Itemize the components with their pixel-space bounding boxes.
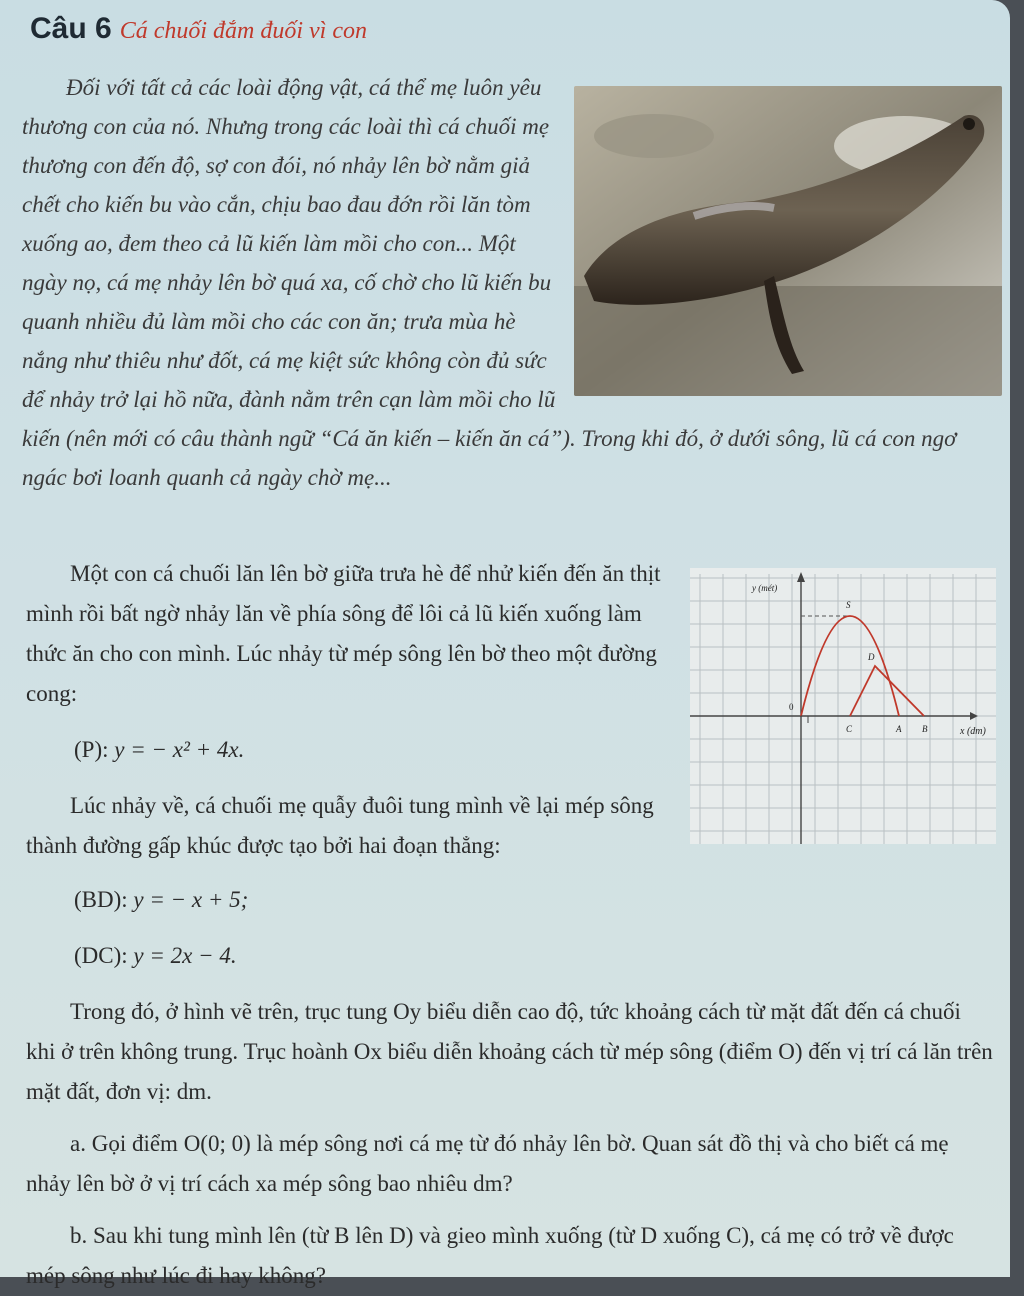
equation-p xyxy=(26,730,686,770)
equation-bd-formula: y = − x + 5; xyxy=(133,887,249,912)
equation-bd xyxy=(26,880,994,920)
story-paragraph: Đối với tất cả các loài động vật, cá thể mẹ luôn yêu thương con của nó. Nhưng trong các loài thì cá chuối mẹ thương con đến độ, sợ con đói, nó nhảy lên bờ nằm giả chết cho kiến bu vào cắn, chịu bao đau đớn rồi lăn tòm xuống ao, đem theo cả lũ kiến làm mồi cho con... Một ngày nọ, cá mẹ nhảy lên bờ quá xa, cố chờ cho lũ kiến bu quanh nhiều đủ làm mồi cho các con ăn; trưa mùa hè nắng như thiêu như đốt, cá mẹ kiệt sức không còn đủ sức để nhảy trở lại hồ nữa, đành nằm trên cạn làm mồi cho lũ kiến (nên mới có câu thành ngữ “Cá ăn kiến – kiến ăn cá”). Trong khi đó, ở dưới sông, lũ cá con ngơ ngác bơi loanh quanh cả ngày chờ mẹ... xyxy=(22,75,957,490)
problem-mid: Lúc nhảy về, cá chuối mẹ quẫy đuôi tung mình về lại mép sông thành đường gấp khúc được tạo bởi hai đoạn thẳng: xyxy=(26,793,654,858)
x-axis-label: x (dm) xyxy=(960,726,986,737)
question-part-b: b. Sau khi tung mình lên (từ B lên D) và gieo mình xuống (từ D xuống C), cá mẹ có trở về được mép sông như lúc đi hay không? xyxy=(26,1223,954,1288)
equation-p-label: (P): xyxy=(74,737,109,762)
y-axis-label: y (mét) xyxy=(752,583,778,593)
y-axis-arrow xyxy=(797,572,805,582)
question-part-a: a. Gọi điểm O(0; 0) là mép sông nơi cá mẹ từ đó nhảy lên bờ. Quan sát đồ thị và cho biết cá mẹ nhảy lên bờ ở vị trí cách xa mép sông bao nhiêu dm? xyxy=(26,1131,949,1196)
point-c-label: C xyxy=(846,724,853,734)
function-graph xyxy=(690,568,996,844)
graph-svg xyxy=(690,568,996,844)
question-header xyxy=(30,12,367,46)
problem-intro: Một con cá chuối lăn lên bờ giữa trưa hè để nhử kiến đến ăn thịt mình rồi bất ngờ nhảy lăn về phía sông để lôi cả lũ kiến xuống làm thức ăn cho con mình. Lúc nhảy từ mép sông lên bờ theo một đường cong: xyxy=(26,561,661,706)
point-a-label: A xyxy=(896,724,902,734)
x-axis-arrow xyxy=(970,712,978,720)
question-number: Câu 6 xyxy=(30,12,112,45)
equation-bd-label: (BD): xyxy=(74,887,128,912)
problem-explanation: Trong đó, ở hình vẽ trên, trục tung Oy biểu diễn cao độ, tức khoảng cách từ mặt đất đến cá chuối khi ở trên không trung. Trục hoành Ox biểu diễn khoảng cách từ mép sông (điểm O) đến vị trí cá lăn trên mặt đất, đơn vị: dm. xyxy=(26,999,993,1104)
snakehead-fish-image xyxy=(574,86,1002,396)
story-block xyxy=(22,68,1002,497)
problem-upper xyxy=(26,554,686,866)
fish-photo xyxy=(574,86,1002,396)
point-b-label: B xyxy=(922,724,928,734)
problem-lower xyxy=(26,864,994,1296)
equation-p-formula: y = − x² + 4x. xyxy=(114,737,245,762)
equation-dc xyxy=(26,936,994,976)
point-d-label: D xyxy=(868,652,875,662)
question-title: Cá chuối đắm đuối vì con xyxy=(119,18,368,44)
equation-dc-label: (DC): xyxy=(74,943,128,968)
origin-label: 0 xyxy=(789,702,794,712)
equation-dc-formula: y = 2x − 4. xyxy=(133,943,237,968)
point-s-label: S xyxy=(846,600,851,610)
